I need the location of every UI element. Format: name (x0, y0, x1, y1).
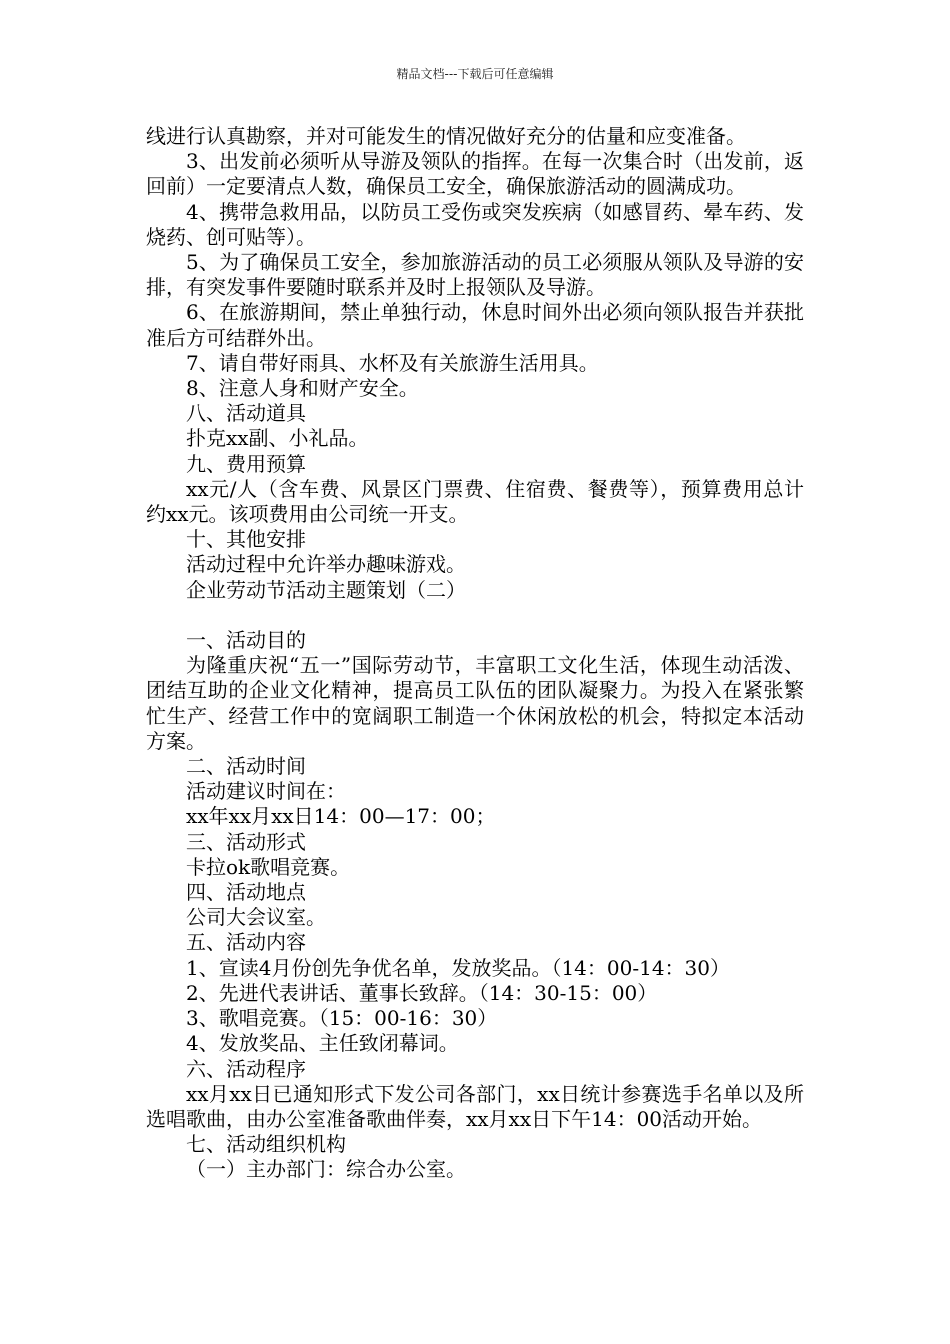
paragraph: 4、发放奖品、主任致闭幕词。 (186, 1031, 459, 1056)
paragraph: 3、出发前必须听从导游及领队的指挥。在每一次集合时（出发前，返回前）一定要清点人数，确保员工安全，确保旅游活动的圆满成功。 (146, 149, 804, 199)
paragraph: 一、活动目的 (186, 628, 306, 653)
paragraph: 扑克xx副、小礼品。 (186, 426, 369, 451)
paragraph: 7、请自带好雨具、水杯及有关旅游生活用具。 (186, 350, 599, 375)
paragraph: 四、活动地点 (186, 880, 306, 905)
paragraph: xx元/人（含车费、风景区门票费、住宿费、餐费等），预算费用总计约xx元。该项费用由公司统一开支。 (146, 476, 804, 527)
paragraph: 八、活动道具 (186, 401, 306, 426)
paragraph: 3、歌唱竞赛。（15：00-16：30） (186, 1006, 498, 1031)
paragraph: 十、其他安排 (186, 527, 306, 552)
paragraph: 4、携带急救用品，以防员工受伤或突发疾病（如感冒药、晕车药、发烧药、创可贴等）。 (146, 199, 804, 249)
paragraph: 1、宣读4月份创先争优名单，发放奖品。（14：00-14：30） (186, 955, 731, 980)
paragraph: 8、注意人身和财产安全。 (186, 376, 419, 401)
document-body (146, 124, 804, 1183)
blank-line (146, 603, 804, 628)
paragraph: 公司大会议室。 (186, 905, 326, 930)
page-header: 精品文档---下载后可任意编辑 (396, 67, 554, 81)
paragraph: 七、活动组织机构 (186, 1132, 346, 1157)
paragraph: 活动建议时间在： (186, 779, 346, 804)
paragraph: 六、活动程序 (186, 1056, 306, 1081)
paragraph: 九、费用预算 (186, 451, 306, 476)
paragraph: xx年xx月xx日14：00—17：00； (186, 804, 496, 829)
paragraph: xx月xx日已通知形式下发公司各部门，xx日统计参赛选手名单以及所选唱歌曲，由办公室准备歌曲伴奏，xx月xx日下午14：00活动开始。 (146, 1081, 804, 1131)
paragraph: 卡拉ok歌唱竞赛。 (186, 854, 351, 879)
paragraph: 二、活动时间 (186, 754, 306, 779)
paragraph: 6、在旅游期间，禁止单独行动，休息时间外出必须向领队报告并获批准后方可结群外出。 (146, 300, 804, 350)
paragraph: 企业劳动节活动主题策划（二） (186, 577, 466, 602)
paragraph: 五、活动内容 (186, 930, 306, 955)
paragraph: （一）主办部门：综合办公室。 (186, 1157, 466, 1182)
paragraph: 为隆重庆祝“五一”国际劳动节，丰富职工文化生活，体现生动活泼、团结互助的企业文化精神，提高员工队伍的团队凝聚力。为投入在紧张繁忙生产、经营工作中的宽阔职工制造一个休闲放松的机会，特拟定本活动方案。 (146, 653, 804, 753)
paragraph: 5、为了确保员工安全，参加旅游活动的员工必须服从领队及导游的安排，有突发事件要随时联系并及时上报领队及导游。 (146, 250, 804, 300)
paragraph: 2、先进代表讲话、董事长致辞。（14：30-15：00） (186, 980, 658, 1005)
paragraph: 三、活动形式 (186, 829, 306, 854)
paragraph: 线进行认真勘察，并对可能发生的情况做好充分的估量和应变准备。 (146, 124, 746, 148)
paragraph: 活动过程中允许举办趣味游戏。 (186, 552, 466, 577)
